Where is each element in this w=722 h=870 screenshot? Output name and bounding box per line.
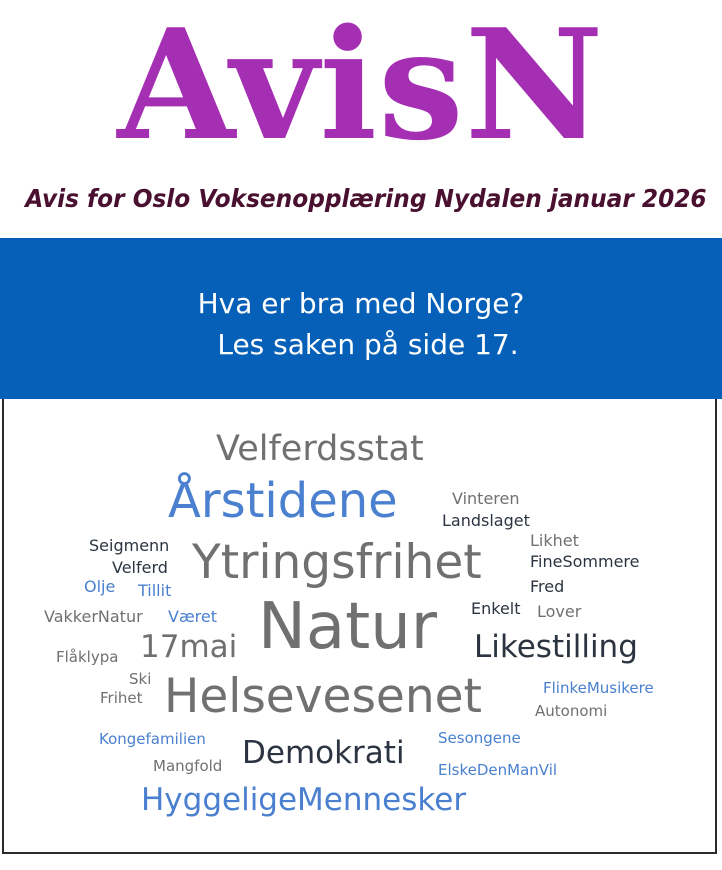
cloud-word: HyggeligeMennesker (141, 782, 467, 818)
cloud-word: Kongefamilien (99, 730, 206, 748)
cloud-word: Lover (537, 602, 582, 621)
cloud-word: Frihet (100, 689, 143, 707)
cloud-word: Likhet (530, 531, 579, 550)
cloud-word: Ytringsfrihet (192, 535, 482, 590)
newspaper-logo: AvisN (117, 0, 605, 174)
cloud-word: Velferdsstat (216, 429, 424, 469)
banner-headline: Hva er bra med Norge? (197, 287, 525, 320)
cloud-word: Årstidene (168, 473, 398, 529)
newspaper-subtitle: Avis for Oslo Voksenopplæring Nydalen januar 2026 (25, 184, 707, 213)
banner-page-reference: Les saken på side 17. (217, 328, 519, 361)
cloud-word: Ski (129, 670, 152, 688)
cloud-word: Mangfold (153, 757, 223, 775)
cloud-word: Autonomi (535, 702, 608, 720)
cloud-word: Været (168, 607, 217, 626)
cloud-word: Natur (258, 590, 438, 664)
cloud-word: Flåklypa (56, 648, 119, 666)
cloud-word: Fred (530, 577, 565, 596)
cloud-word: ElskeDenManVil (438, 761, 558, 779)
cloud-word: VakkerNatur (44, 607, 143, 626)
cloud-word: Enkelt (471, 599, 521, 618)
cloud-word: Seigmenn (89, 536, 170, 555)
cloud-word: Velferd (112, 558, 168, 577)
headline-banner (0, 238, 722, 399)
cloud-word: FineSommere (530, 552, 640, 571)
cloud-word: Demokrati (242, 735, 405, 771)
cloud-word: 17mai (140, 629, 238, 665)
cloud-word: Helsevesenet (164, 669, 482, 724)
cloud-word: FlinkeMusikere (543, 679, 654, 697)
cloud-word: Olje (84, 577, 116, 596)
cloud-word: Sesongene (438, 729, 521, 747)
cloud-word: Tillit (138, 581, 172, 600)
cloud-word: Landslaget (442, 511, 530, 530)
masthead (0, 0, 722, 213)
word-cloud (2, 399, 717, 854)
cloud-word: Likestilling (474, 629, 638, 665)
cloud-word: Vinteren (452, 489, 520, 508)
